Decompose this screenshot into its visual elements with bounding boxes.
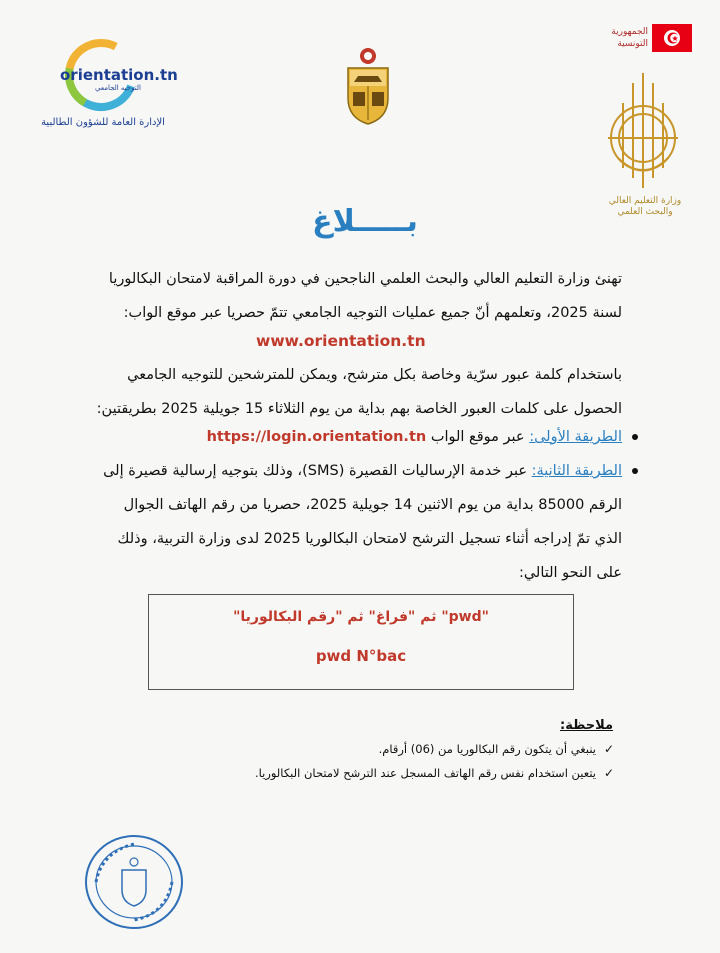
sms-format-box <box>148 594 574 690</box>
republic-text: الجمهورية التونسية <box>611 27 648 49</box>
method1-item <box>96 420 622 454</box>
tunisia-flag-icon <box>652 24 692 52</box>
sms-format-example: pwd N°bac <box>315 647 407 665</box>
method2-text: عبر خدمة الإرساليات القصيرة (SMS)، وذلك بتوجيه إرسالية قصيرة إلى الرقم 85000 بداية من يوم الاثنين 14 جويلية 2025، حصريا من رقم الهاتف الجوال الذي تمّ إدراجه أثناء تسجيل الترشح لامتحان البكالوريا 2025 لدى وزارة التربية، وذلك على النحو التالي: <box>103 463 622 581</box>
method2-item <box>96 454 622 590</box>
website-link[interactable]: www.orientation.tn <box>256 332 426 350</box>
tunisia-emblem-icon <box>344 46 392 126</box>
orientation-logo-text: orientation.tn <box>60 66 178 84</box>
note-text: يتعين استخدام نفس رقم الهاتف المسجل عند الترشح لامتحان البكالوريا. <box>254 766 596 780</box>
note-item <box>200 742 614 756</box>
method1-text: عبر موقع الواب <box>430 429 525 445</box>
official-stamp-icon <box>82 832 186 932</box>
bullet-icon <box>632 468 638 474</box>
orientation-logo-sub: التوجيه الجامعي <box>95 84 141 92</box>
admin-text: الإدارة العامة للشؤون الطالبية <box>41 117 165 128</box>
login-url-link[interactable]: https://login.orientation.tn <box>206 429 427 445</box>
notes-title: ملاحظة: <box>560 718 614 733</box>
check-icon: ✓ <box>603 742 614 756</box>
check-icon: ✓ <box>603 766 614 780</box>
note-item <box>200 766 614 780</box>
page-title: بـــــلاغ <box>312 204 418 239</box>
method1-label: الطريقة الأولى: <box>529 429 622 445</box>
bullet-icon <box>632 434 638 440</box>
note-text: ينبغي أن يتكون رقم البكالوريا من (06) أرقام. <box>378 742 596 756</box>
ministry-name: وزارة التعليم العالي والبحث العلمي <box>608 196 682 217</box>
method2-label: الطريقة الثانية: <box>531 463 622 479</box>
sms-format-description: "pwd" ثم "فراغ" ثم "رقم البكالوريا" <box>233 609 489 625</box>
intro-paragraph: تهنئ وزارة التعليم العالي والبحث العلمي الناجحين في دورة المراقبة لامتحان البكالوريا لسنة 2025، وتعلمهم أنّ جميع عمليات التوجيه الجامعي تتمّ حصريا عبر موقع الواب: <box>108 271 622 321</box>
password-paragraph: باستخدام كلمة عبور سرّية وخاصة بكل مترشح، ويمكن للمترشحين للتوجيه الجامعي الحصول على كلمات العبور الخاصة بهم بداية من يوم الثلاثاء 15 جويلية 2025 بطريقتين: <box>96 367 622 417</box>
ministry-logo-icon <box>598 68 688 198</box>
